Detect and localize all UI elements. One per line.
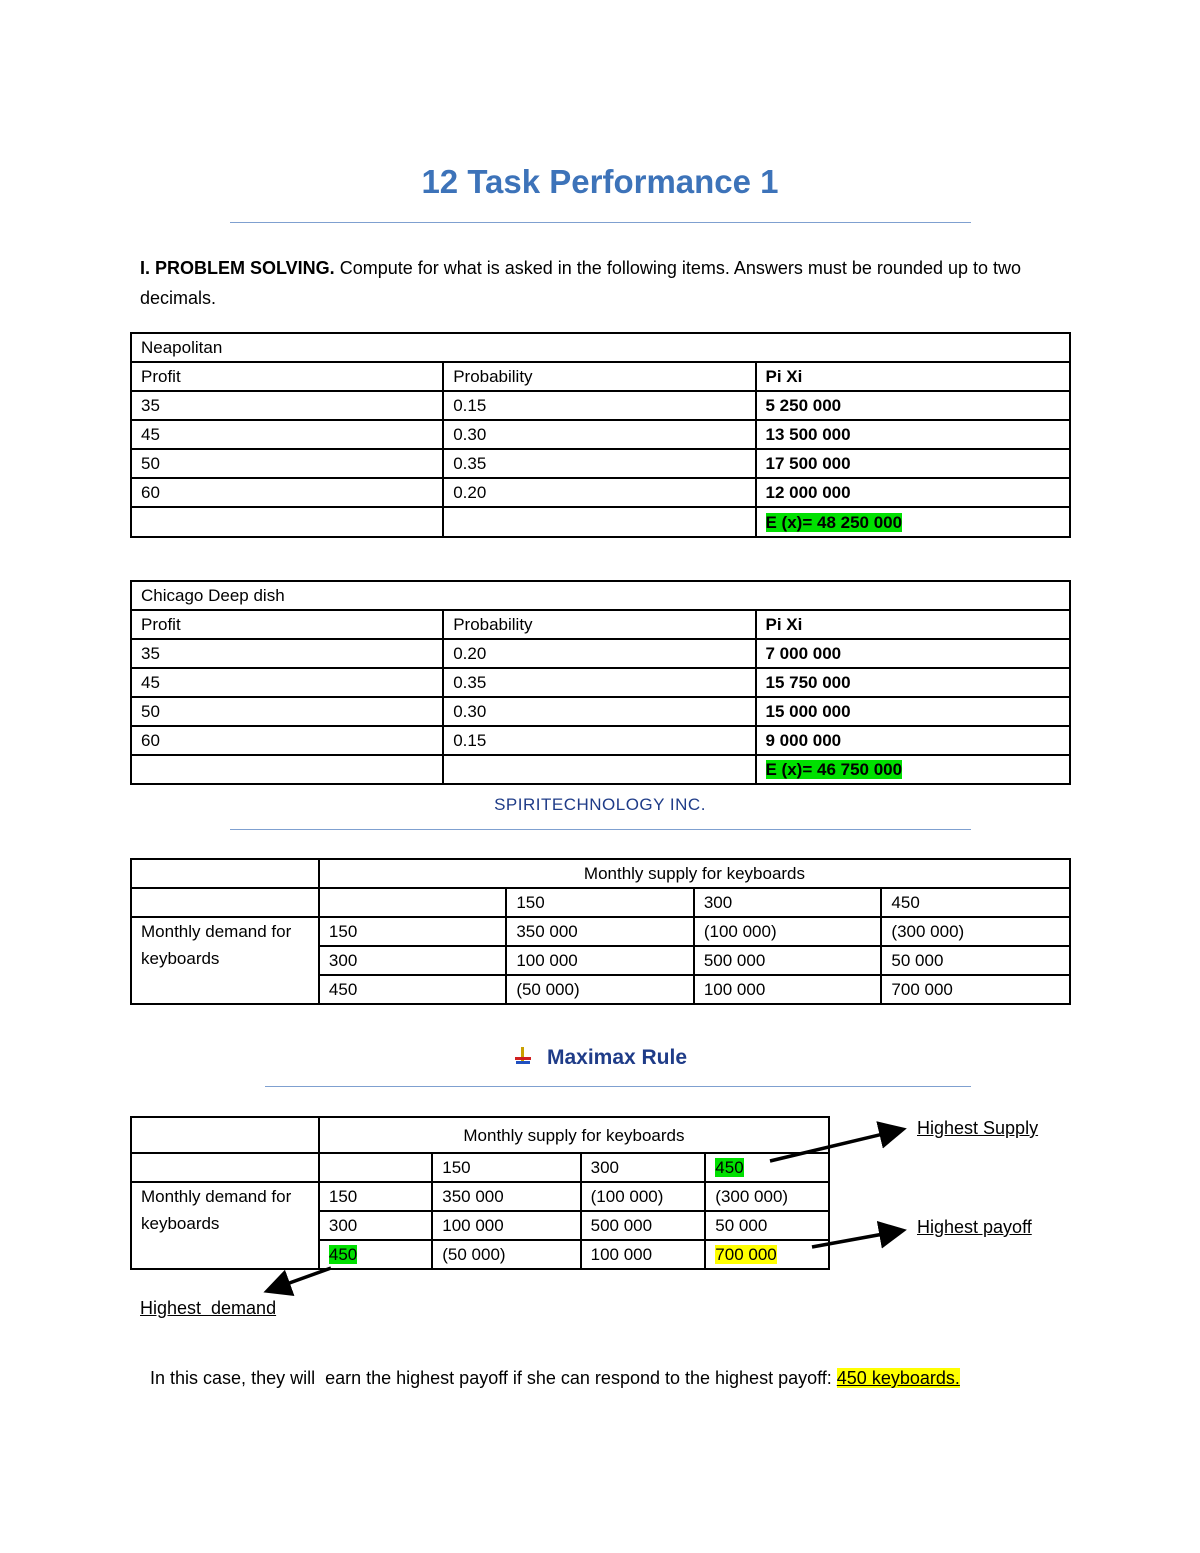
instructions-text: Compute for what is asked in the following items. Answers must be rounded up to two decimals. <box>140 258 1022 308</box>
arrow-icon <box>812 1231 900 1247</box>
table-row: 450 (50 000) 100 000 700 000 <box>131 1240 829 1269</box>
column-header: Pi Xi <box>756 610 1071 639</box>
supply-level: 300 <box>694 888 882 917</box>
supply-level: 300 <box>581 1153 706 1182</box>
demand-level: 450 <box>319 975 506 1004</box>
table-row: 60 0.15 9 000 000 <box>131 726 1070 755</box>
arrow-icon <box>770 1130 900 1161</box>
demand-level: 150 <box>319 917 506 946</box>
column-header: Probability <box>443 362 755 391</box>
column-header: Pi Xi <box>756 362 1071 391</box>
highest-payoff-label: Highest payoff <box>917 1217 1032 1237</box>
company-heading: SPIRITECHNOLOGY INC. <box>494 795 706 814</box>
supply-header: Monthly supply for keyboards <box>319 859 1070 888</box>
table-title: Neapolitan <box>131 333 1070 362</box>
demand-level: 450 <box>319 1240 432 1269</box>
expected-value: E (x)= 48 250 000 <box>765 512 903 532</box>
table-row: 300 100 000 500 000 50 000 <box>131 1211 829 1240</box>
demand-header: Monthly demand for keyboards <box>131 1182 319 1269</box>
highest-demand-label: Highest demand <box>140 1298 277 1318</box>
demand-level: 150 <box>319 1182 432 1211</box>
demand-header: Monthly demand for keyboards <box>131 917 319 1004</box>
table-row: Monthly demand for keyboards 150 350 000 (100 000) (300 000) <box>131 1182 829 1211</box>
conclusion-answer: 450 keyboards. <box>836 1368 960 1388</box>
table-row: 35 0.20 7 000 000 <box>131 639 1070 668</box>
highest-payoff-value: 700 000 <box>715 1245 777 1264</box>
arrow-icon <box>270 1268 331 1290</box>
table-row: 450 (50 000) 100 000 700 000 <box>131 975 1070 1004</box>
maximax-heading: Maximax Rule <box>0 1046 1200 1070</box>
demand-level: 300 <box>319 946 506 975</box>
page-title: 12 Task Performance 1 <box>421 163 779 200</box>
column-header: Profit <box>131 362 443 391</box>
supply-level: 150 <box>432 1153 580 1182</box>
conclusion <box>140 1347 960 1389</box>
table-row: 45 0.35 15 750 000 <box>131 668 1070 697</box>
table-row: 45 0.30 13 500 000 <box>131 420 1070 449</box>
table-row: 50 0.35 17 500 000 <box>131 449 1070 478</box>
supply-header: Monthly supply for keyboards <box>319 1117 829 1153</box>
supply-level: 450 <box>705 1153 829 1182</box>
table-row: 35 0.15 5 250 000 <box>131 391 1070 420</box>
table-title: Chicago Deep dish <box>131 581 1070 610</box>
demand-level: 300 <box>319 1211 432 1240</box>
expected-value: E (x)= 46 750 000 <box>765 760 903 779</box>
table-row: 300 100 000 500 000 50 000 <box>131 946 1070 975</box>
column-header: Profit <box>131 610 443 639</box>
conclusion-text: In this case, they will earn the highest payoff if she can respond to the highest payoff: <box>150 1368 837 1388</box>
column-header: Probability <box>443 610 755 639</box>
instructions-lead: I. PROBLEM SOLVING. <box>140 258 335 278</box>
highest-supply-label: Highest Supply <box>917 1118 1039 1138</box>
supply-level: 150 <box>506 888 694 917</box>
supply-level: 450 <box>881 888 1070 917</box>
table-row: 60 0.20 12 000 000 <box>131 478 1070 507</box>
table-row: Monthly demand for keyboards 150 350 000 (100 000) (300 000) <box>131 917 1070 946</box>
table-row: 50 0.30 15 000 000 <box>131 697 1070 726</box>
